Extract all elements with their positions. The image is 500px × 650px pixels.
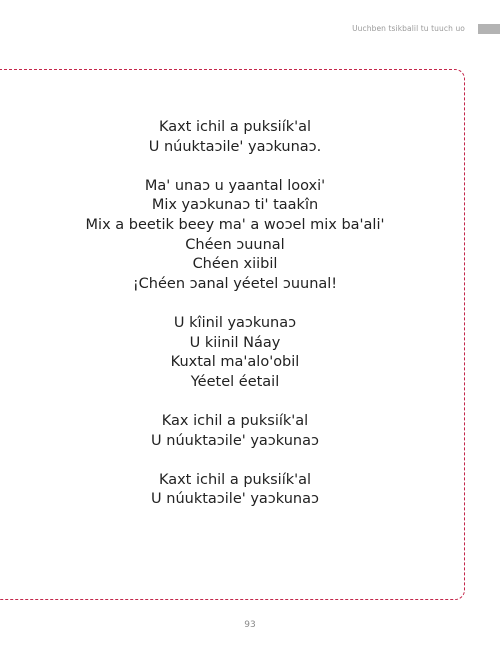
- poem-line: Yéetel éetail: [190, 373, 280, 390]
- poem-line: Mix yaɔkunaɔ ti' taakîn: [151, 197, 319, 214]
- poem-line: Kax ichil a puksiík'al: [161, 412, 309, 429]
- poem-stanza-3: [0, 314, 470, 392]
- poem-line: ¡Chéen ɔanal yéetel ɔuunal!: [132, 275, 338, 292]
- poem-line: Chéen ɔuunal: [185, 236, 285, 253]
- poem-line: Mix a beetik beey ma' a woɔel mix ba'ali': [85, 216, 385, 233]
- running-header: Uuchben tsikbalil tu tuuch uo: [352, 24, 465, 33]
- poem-line: Kaxt ichil a puksiík'al: [158, 119, 312, 135]
- poem-line: Kuxtal ma'alo'obil: [170, 354, 300, 371]
- poem-stanza-5: [0, 471, 470, 510]
- poem-stanza-2: [0, 177, 470, 295]
- poem-line: U núuktaɔile' yaɔkunaɔ: [151, 432, 319, 449]
- poem-line: U kiinil Náay: [189, 334, 281, 351]
- poem: [0, 118, 470, 510]
- poem-line: Ma' unaɔ u yaantal looxi': [144, 177, 326, 194]
- poem-stanza-4: [0, 412, 470, 451]
- poem-line: U núuktaɔile' yaɔkunaɔ.: [148, 138, 322, 155]
- poem-line: U kîinil yaɔkunaɔ: [173, 314, 297, 331]
- poem-line: U núuktaɔile' yaɔkunaɔ: [151, 491, 319, 508]
- page-number: 93: [244, 620, 256, 630]
- poem-stanza-1: [0, 118, 470, 157]
- poem-line: Chéen xiibil: [192, 256, 278, 273]
- header-tab-marker: [478, 24, 500, 34]
- poem-line: Kaxt ichil a puksiík'al: [158, 471, 312, 488]
